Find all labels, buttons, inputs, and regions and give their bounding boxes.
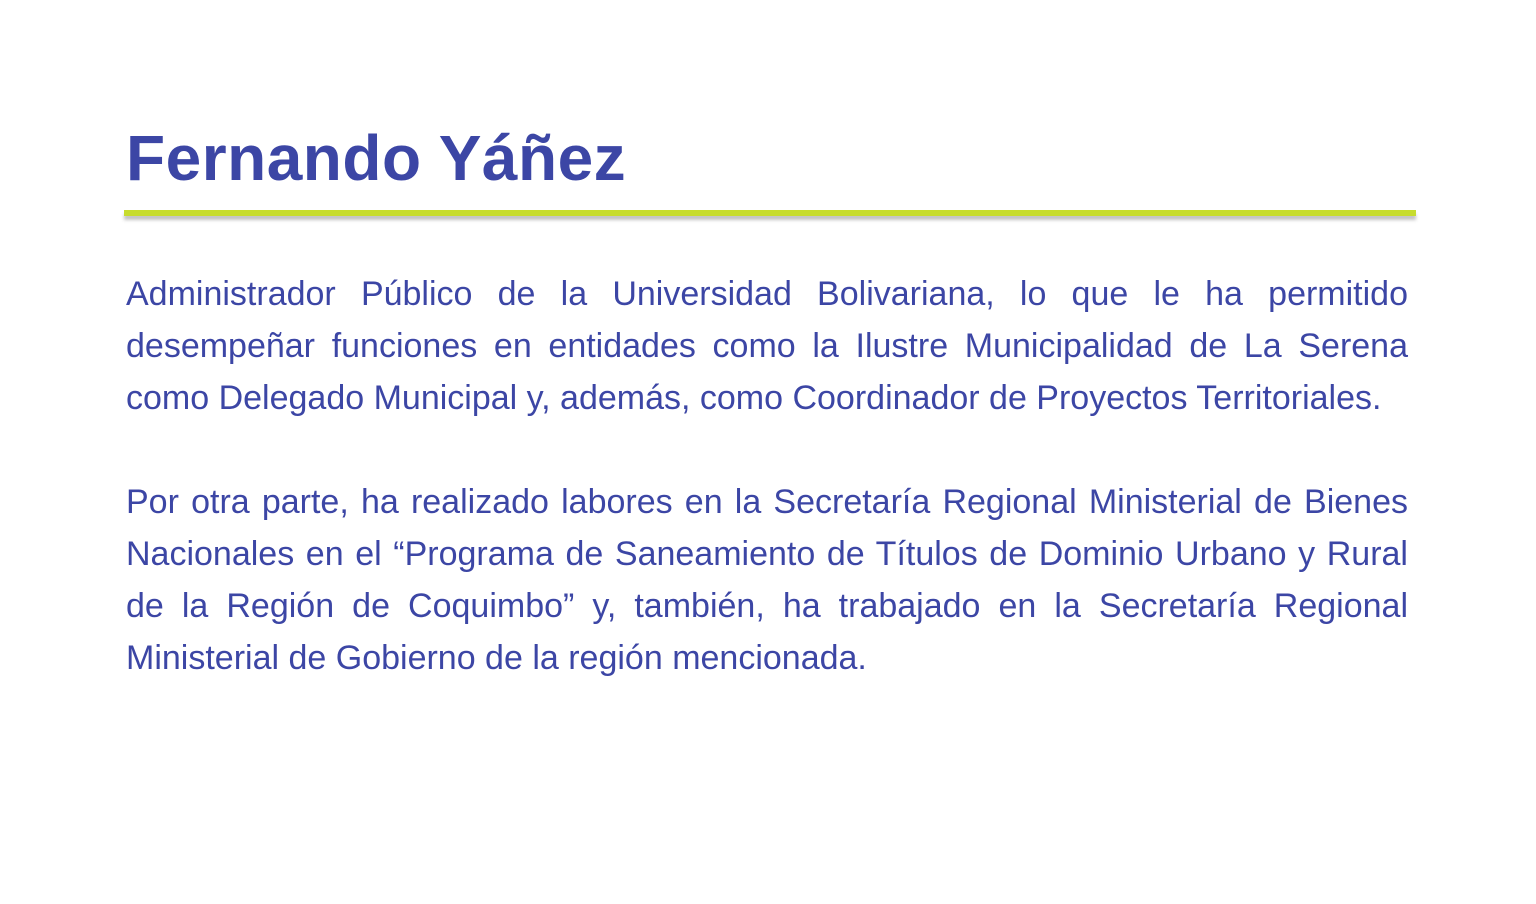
- bio-paragraph-2: Por otra parte, ha realizado labores en la Secretaría Regional Ministerial de Bienes Nacionales en el “Programa de Saneamiento de Títulos de Dominio Urbano y Rural de la Región de Coquimbo” y, también, ha trabajado en la Secretaría Regional Ministerial de Gobierno de la región mencionada.: [126, 483, 1408, 677]
- biography: [126, 268, 1408, 684]
- profile-card: [126, 118, 1408, 677]
- person-name: Fernando Yáñez: [126, 122, 627, 194]
- title-underline: [124, 210, 1416, 216]
- bio-paragraph-1: Administrador Público de la Universidad Bolivariana, lo que le ha permitido desempeñar funciones en entidades como la Ilustre Municipalidad de La Serena como Delegado Municipal y, además, como Coordinador de Proyectos Territoriales.: [126, 275, 1408, 417]
